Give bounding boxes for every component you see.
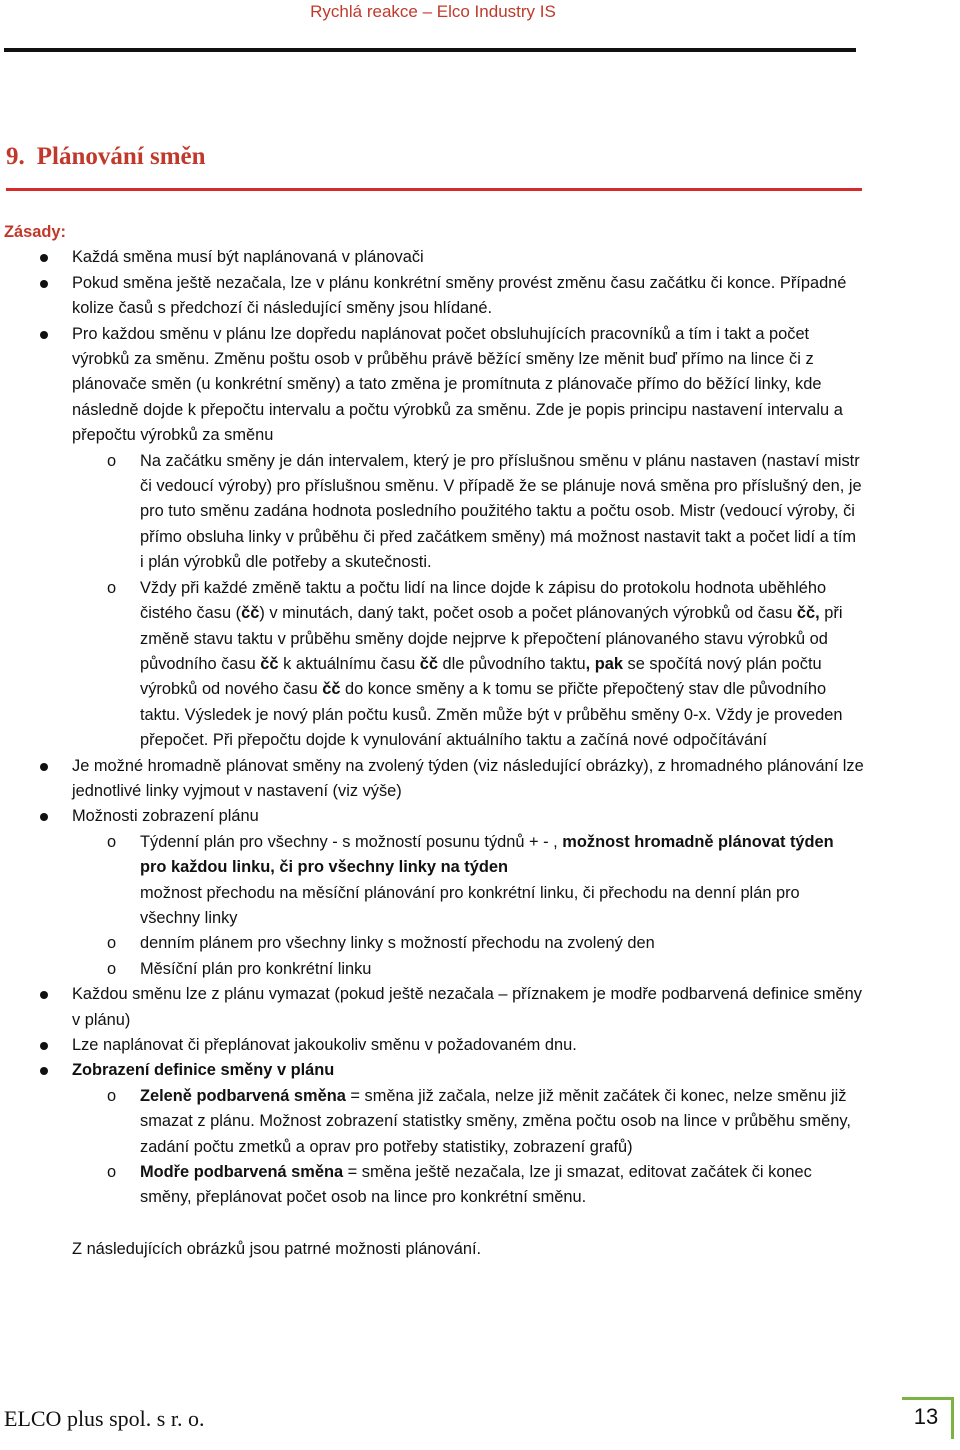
- sub-item-text: Měsíční plán pro konkrétní linku: [140, 959, 372, 978]
- sub-item-text: Vždy při každé změně taktu a počtu lidí na lince dojde k zápisu do protokolu hodnota uběhlého čistého času (: [140, 578, 827, 623]
- sub-list-item: [4, 957, 864, 982]
- sub-item-text: k aktuálnímu času: [278, 654, 420, 673]
- circle-bullet-icon: o: [107, 451, 117, 470]
- time-abbrev: čč: [260, 654, 279, 673]
- sub-item-text: denním plánem pro všechny linky s možností přechodu na zvolený den: [140, 934, 655, 953]
- paragraph-spacer: [4, 1211, 864, 1237]
- sub-list: [72, 1084, 864, 1211]
- list-item-text: Pokud směna ještě nezačala, lze v plánu konkrétní směny provést změnu času začátku či konce. Případné kolize časů s předchozí či následující směny jsou hlídané.: [72, 273, 847, 318]
- sub-list: [72, 830, 864, 982]
- list-item: [4, 1058, 864, 1210]
- bullet-icon: [40, 991, 48, 999]
- sub-list: [72, 449, 864, 754]
- circle-bullet-icon: o: [107, 934, 117, 953]
- sub-list-item: [4, 576, 864, 754]
- circle-bullet-icon: o: [107, 832, 117, 851]
- bullet-icon: [40, 331, 48, 339]
- bullet-icon: [40, 813, 48, 821]
- list-item: [4, 1033, 864, 1058]
- circle-bullet-icon: o: [107, 1086, 117, 1105]
- sub-item-text: = směna ještě nezačala, lze ji smazat, editovat začátek či konec směny, přeplánovat počet osob na lince pro konkrétní směnu.: [140, 1163, 812, 1207]
- list-item-text: Je možné hromadně plánovat směny na zvolený týden (viz následující obrázky), z hromadného plánování lze jednotlivé linky vyjmout v nastavení (viz výše): [72, 756, 864, 800]
- list-item: [4, 804, 864, 982]
- bullet-icon: [40, 763, 48, 771]
- list-item: [4, 982, 864, 1033]
- list-item-text: Možnosti zobrazení plánu: [72, 807, 259, 826]
- sub-item-text: Na začátku směny je dán intervalem, který je pro příslušnou směnu v plánu nastaven (nastaví mistr či vedoucí výroby) pro příslušnou směnu. V případě že se plánuje nová směna pro příslušný den, je pro tuto směnu zadána hodnota posledního použitého taktu a počtu osob. Mistr (vedoucí výroby, či přímo obsluha linky v průběhu či před začátkem směny) má možnost nastavit takt a počet lidí a tím i plán výrobků dle potřeby a skutečnosti.: [140, 451, 862, 572]
- list-item-text: Každá směna musí být naplánovaná v plánovači: [72, 248, 424, 267]
- sub-list-item: [4, 1084, 864, 1160]
- list-item-text: Lze naplánovat či přeplánovat jakoukoliv směnu v požadovaném dnu.: [72, 1036, 577, 1054]
- emphasis-text: možnost hromadně plánovat týden pro každou linku, či pro všechny linky na týden: [140, 832, 834, 877]
- section-number: 9.: [6, 143, 25, 170]
- sub-item-text: se spočítá nový plán počtu výrobků od nového času: [140, 654, 822, 699]
- page-number: 13: [913, 1404, 939, 1429]
- running-header-title: Rychlá reakce – Elco Industry IS: [310, 2, 556, 21]
- time-abbrev: čč: [241, 604, 260, 623]
- time-abbrev: čč: [322, 680, 341, 699]
- bullet-icon: [40, 1067, 48, 1075]
- section-heading: [6, 140, 206, 174]
- section-title-text: Plánování směn: [36, 143, 206, 170]
- list-item-text: Zobrazení definice směny v plánu: [72, 1061, 335, 1080]
- section-heading-underline: [6, 188, 862, 191]
- sub-item-text: do konce směny a k tomu se přičte přepočtený stav dle původního taktu. Výsledek je nový plán počtu kusů. Změn může být v průběhu směny 0-x. Vždy je proveden přepočet. Při přepočtu dojde k vynulování aktuálního taktu a začíná nové odpočítávání: [140, 680, 843, 750]
- time-abbrev: čč,: [796, 604, 820, 623]
- emphasis-text: , pak: [585, 654, 623, 673]
- emphasis-text: Modře podbarvená směna: [140, 1163, 344, 1182]
- list-item-text: Pro každou směnu v plánu lze dopředu naplánovat počet obsluhujících pracovníků a tím i takt a počet výrobků za směnu. Změnu poštu osob v průběhu právě běžící směny lze měnit buď přímo na lince či z plánovače směn (u konkrétní směny) a tato změna je promítnuta z plánovače přímo do běžící linky, kde následně dojde k přepočtu intervalu a počtu výrobků za směnu. Zde je popis principu nastavení intervalu a přepočtu výrobků za směnu: [72, 324, 843, 445]
- time-abbrev: čč: [419, 654, 438, 673]
- list-item: [4, 322, 864, 754]
- header-divider: [4, 48, 856, 52]
- bullet-icon: [40, 254, 48, 262]
- principles-label: Zásady:: [4, 223, 66, 241]
- emphasis-text: Zeleně podbarvená směna: [140, 1086, 346, 1105]
- sub-item-text: = směna již začala, nelze již měnit začátek či konec, nelze směnu již smazat z plánu. Možnost zobrazení statistky směny, změna počtu osob na lince v průběhu směny, zadání počtu zmetků a oprav pro potřeby statistiky, zobrazení grafů): [140, 1086, 851, 1156]
- list-item: [4, 271, 864, 322]
- circle-bullet-icon: o: [107, 959, 117, 978]
- sub-list-item: [4, 830, 864, 932]
- circle-bullet-icon: o: [107, 1163, 117, 1182]
- list-item: [4, 245, 864, 270]
- sub-item-text: při změně stavu taktu v průběhu směny dojde nejprve k přepočtení plánovaného stavu výrobků od původního času: [140, 604, 843, 673]
- bullet-icon: [40, 280, 48, 288]
- sub-item-text: ) v minutách, daný takt, počet osob a počet plánovaných výrobků od času: [259, 604, 797, 623]
- closing-paragraph: Z následujících obrázků jsou patrné možnosti plánování.: [72, 1239, 482, 1258]
- list-item: [4, 754, 864, 805]
- sub-item-text: dle původního taktu: [437, 654, 586, 673]
- document-body: [4, 220, 864, 1262]
- principles-list: [4, 245, 864, 1210]
- footer-company-name: ELCO plus spol. s r. o.: [4, 1406, 205, 1431]
- circle-bullet-icon: o: [107, 578, 117, 597]
- sub-list-item: [4, 1160, 864, 1211]
- sub-list-item: [4, 449, 864, 576]
- sub-list-item: [4, 931, 864, 956]
- sub-item-text: Týdenní plán pro všechny - s možností posunu týdnů + - ,: [140, 832, 558, 851]
- sub-item-text: možnost přechodu na měsíční plánování pro konkrétní linku, či přechodu na denní plán pro všechny linky: [140, 883, 800, 927]
- bullet-icon: [40, 1042, 48, 1050]
- list-item-text: Každou směnu lze z plánu vymazat (pokud ještě nezačala – příznakem je modře podbarvená definice směny v plánu): [72, 985, 862, 1029]
